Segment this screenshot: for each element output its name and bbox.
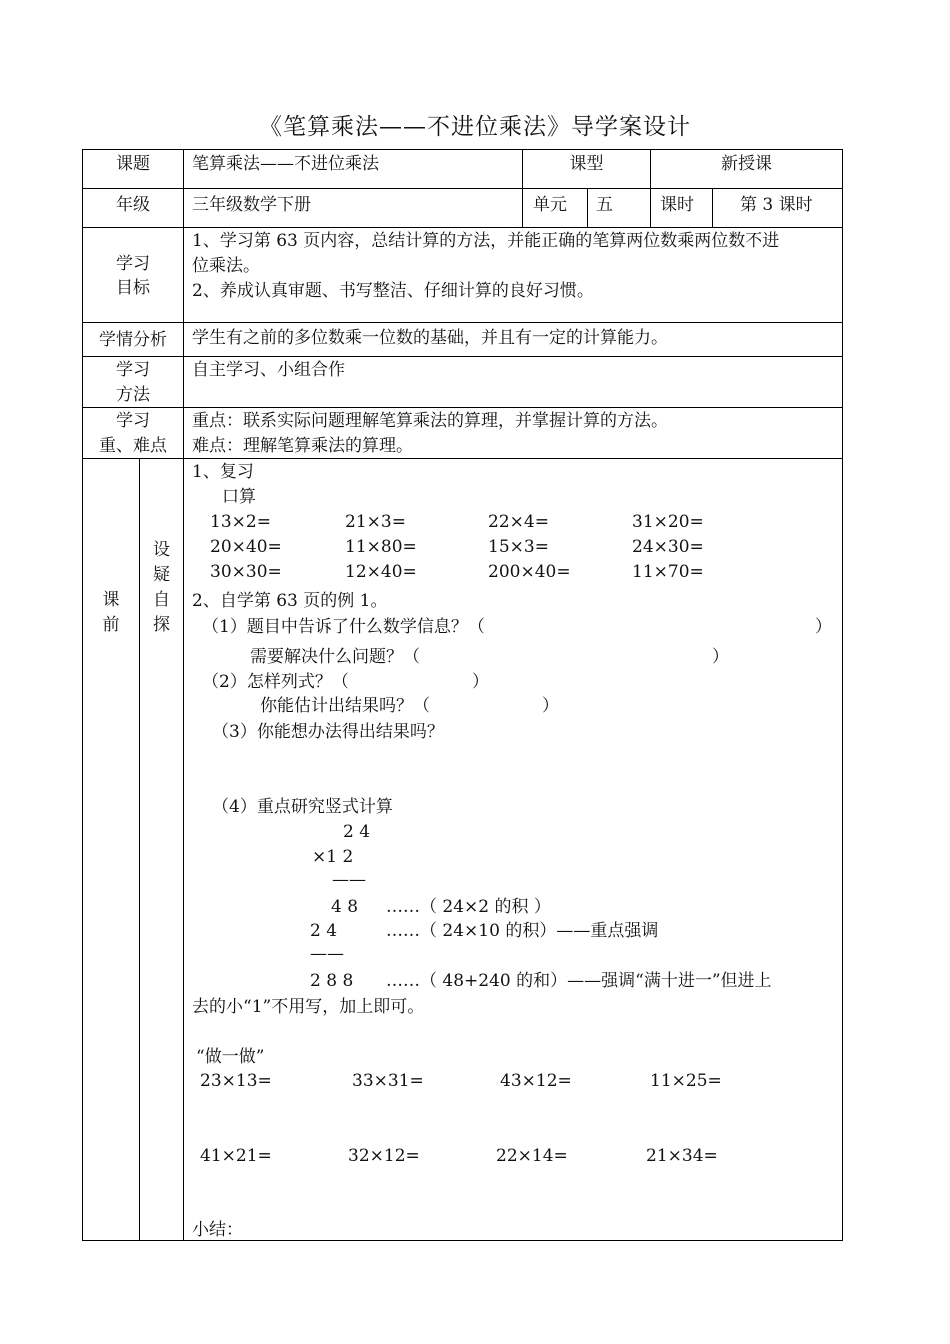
goals-label-2: 目标 <box>116 278 150 298</box>
vertical-row-4: 2 4 <box>310 921 338 941</box>
row-line-5 <box>82 407 843 408</box>
oral-item: 20×40= <box>210 537 282 557</box>
label-column-divider <box>183 149 184 1241</box>
oral-item: 11×70= <box>632 562 704 582</box>
practice-item: 33×31= <box>352 1071 424 1091</box>
oral-item: 31×20= <box>632 512 704 532</box>
topic-value: 笔算乘法——不进位乘法 <box>192 154 379 174</box>
row-line-6 <box>82 458 843 459</box>
practice-item: 22×14= <box>496 1146 568 1166</box>
analysis-text: 学生有之前的多位数乘一位数的基础，并且有一定的计算能力。 <box>192 328 668 348</box>
row-line-2 <box>82 227 843 228</box>
oral-item: 21×3= <box>345 512 406 532</box>
type-label: 课型 <box>569 154 604 174</box>
review-heading: 1、复习 <box>192 462 254 482</box>
oral-item: 22×4= <box>488 512 549 532</box>
oral-item: 11×80= <box>345 537 417 557</box>
question-4: （4）重点研究竖式计算 <box>212 797 393 817</box>
question-2b-close: ） <box>542 696 559 716</box>
inquiry-label-1: 设 <box>153 540 170 560</box>
vertical-row-5-cont: 去的小“1”不用写，加上即可。 <box>192 997 425 1017</box>
goals-label-1: 学习 <box>116 254 150 274</box>
practice-item: 32×12= <box>348 1146 420 1166</box>
focus-difficult: 难点：理解笔算乘法的算理。 <box>192 436 413 456</box>
question-1a-close: ） <box>815 617 832 637</box>
method-label-2: 方法 <box>116 385 150 405</box>
vertical-row-3: 4 8 <box>331 897 359 917</box>
table-border-right <box>842 149 843 1241</box>
period-value: 第 3 课时 <box>740 195 813 215</box>
unit-value: 五 <box>596 195 613 215</box>
practice-item: 21×34= <box>646 1146 718 1166</box>
oral-item: 15×3= <box>488 537 549 557</box>
vertical-line-1: —— <box>332 870 366 890</box>
vertical-line-2: —— <box>310 944 344 964</box>
topic-label: 课题 <box>116 154 150 174</box>
practice-item: 43×12= <box>500 1071 572 1091</box>
question-2b: 你能估计出结果吗？（ <box>260 696 430 716</box>
practice-item: 41×21= <box>200 1146 272 1166</box>
practice-item: 23×13= <box>200 1071 272 1091</box>
method-text: 自主学习、小组合作 <box>192 360 345 380</box>
question-2a: （2）怎样列式？（ <box>202 672 349 692</box>
focus-label-1: 学习 <box>116 411 150 431</box>
pre-class-label-2: 前 <box>102 615 120 635</box>
vertical-row-5-note: ……（ 48+240 的和）——强调“满十进一”但进上 <box>386 971 772 991</box>
oral-heading: 口算 <box>222 487 256 507</box>
self-study-heading: 2、自学第 63 页的例 1。 <box>192 591 388 611</box>
oral-item: 200×40= <box>488 562 571 582</box>
oral-item: 12×40= <box>345 562 417 582</box>
vertical-row-2: ×1 2 <box>312 847 354 867</box>
vertical-row-5: 2 8 8 <box>310 971 354 991</box>
summary-label: 小结： <box>192 1220 243 1240</box>
grade-value: 三年级数学下册 <box>192 195 311 215</box>
question-1b: 需要解决什么问题？（ <box>250 647 420 667</box>
practice-item: 11×25= <box>650 1071 722 1091</box>
question-1b-close: ） <box>712 647 729 667</box>
inquiry-label-2: 疑 <box>153 565 170 585</box>
unit-label: 单元 <box>533 195 567 215</box>
goals-line-3: 2、养成认真审题、书写整洁、仔细计算的良好习惯。 <box>192 281 594 301</box>
method-label-1: 学习 <box>116 360 150 380</box>
oral-item: 30×30= <box>210 562 282 582</box>
question-3: （3）你能想办法得出结果吗？ <box>212 722 444 742</box>
inquiry-label-4: 探 <box>153 615 170 635</box>
grade-label: 年级 <box>116 195 150 215</box>
header-divider-3 <box>587 188 588 227</box>
goals-line-2: 位乘法。 <box>192 256 260 276</box>
focus-label-2: 重、难点 <box>99 436 167 456</box>
vertical-row-4-note: ……（ 24×10 的积）——重点强调 <box>386 921 659 941</box>
page-title: 《笔算乘法——不进位乘法》导学案设计 <box>259 114 691 140</box>
row-line-3 <box>82 322 843 323</box>
vertical-row-1: 2 4 <box>343 822 371 842</box>
pre-class-label-1: 课 <box>102 590 120 610</box>
analysis-label: 学情分析 <box>99 330 167 350</box>
oral-item: 24×30= <box>632 537 704 557</box>
type-value: 新授课 <box>721 154 772 174</box>
period-label: 课时 <box>660 195 694 215</box>
focus-key: 重点：联系实际问题理解笔算乘法的算理，并掌握计算的方法。 <box>192 411 668 431</box>
oral-item: 13×2= <box>210 512 271 532</box>
row-line-1 <box>82 188 843 189</box>
table-border-left <box>82 149 83 1241</box>
goals-line-1: 1、学习第 63 页内容，总结计算的方法，并能正确的笔算两位数乘两位数不进 <box>192 231 780 251</box>
practice-heading: “做一做” <box>196 1047 265 1067</box>
row-line-4 <box>82 356 843 357</box>
row-line-top <box>82 149 843 150</box>
inquiry-label-3: 自 <box>153 590 170 610</box>
question-1a: （1）题目中告诉了什么数学信息？（ <box>202 617 485 637</box>
header-divider-4 <box>712 188 713 227</box>
question-2a-close: ） <box>472 672 489 692</box>
vertical-row-3-note: ……（ 24×2 的积 ） <box>386 897 551 917</box>
